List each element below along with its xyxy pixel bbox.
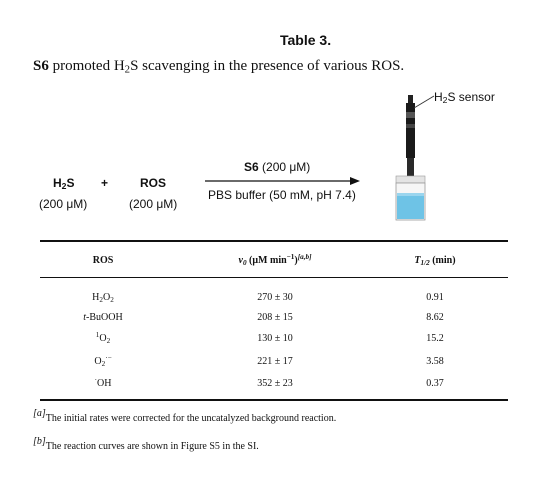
row-5-ros: ·OH: [94, 376, 112, 389]
footnote-b-mark: [b]: [33, 436, 46, 447]
row-1-half-life: 0.91: [426, 292, 444, 303]
caption-text-1: promoted H: [48, 58, 125, 74]
table-top-rule: [40, 240, 508, 242]
row-3-ros: $^1O_2$: [95, 331, 111, 345]
table-caption: [33, 58, 404, 75]
table-header-rule: [40, 277, 508, 278]
table-bottom-rule: [40, 399, 508, 401]
header-initial-rate: $v_0$ (μM $\min^{-1})[a,b]$: [238, 253, 312, 267]
row-2-rate: 208 ± 15: [257, 312, 293, 323]
footnote-b-text: The reaction curves are shown in Figure S5 in the SI.: [45, 441, 259, 452]
caption-text-2: S scavenging in the presence of various ROS.: [130, 58, 405, 74]
row-2-half-life: 8.62: [426, 312, 444, 323]
reactant-h2s: $H_2S$: [53, 176, 75, 192]
row-4-ros: $O_2^{\cdot-}$: [94, 354, 112, 368]
table-title: Table 3.: [280, 32, 332, 48]
reaction-conditions: PBS buffer (50 mM, pH 7.4): [208, 188, 356, 202]
row-1-rate: 270 ± 30: [257, 292, 293, 303]
reactant-ros-concentration: (200 μM): [129, 197, 178, 211]
row-3-rate: 130 ± 10: [257, 333, 293, 344]
row-4-half-life: 3.58: [426, 356, 444, 367]
header-half-life: $T_{1/2}$ (min): [414, 255, 456, 267]
h2s-sensor-label: $H_2S$ sensor: [434, 90, 495, 106]
row-2-ros: t-BuOOH: [83, 312, 123, 323]
beaker-icon: [396, 176, 425, 220]
header-ros: ROS: [92, 255, 114, 266]
row-1-ros: $H_2O_2$: [92, 292, 114, 304]
row-5-rate: 352 ± 23: [257, 378, 293, 389]
reactant-h2s-concentration: (200 μM): [39, 197, 88, 211]
reaction-arrow: [205, 177, 360, 185]
plus-sign: +: [101, 176, 109, 190]
row-5-half-life: 0.37: [426, 378, 444, 389]
reactant-ros: ROS: [140, 176, 167, 190]
row-4-rate: 221 ± 17: [257, 356, 293, 367]
row-3-half-life: 15.2: [426, 333, 444, 344]
footnote-a-text: The initial rates were corrected for the uncatalyzed background reaction.: [45, 413, 337, 424]
footnote-b: [33, 436, 259, 452]
catalyst-label: S6 (200 μM): [244, 160, 311, 174]
reaction-scheme-graphic: [0, 90, 554, 230]
caption-subscript: 2: [124, 63, 131, 76]
caption-compound: S6: [33, 58, 49, 74]
footnote-a: [33, 408, 337, 424]
footnote-a-mark: [a]: [33, 408, 46, 419]
